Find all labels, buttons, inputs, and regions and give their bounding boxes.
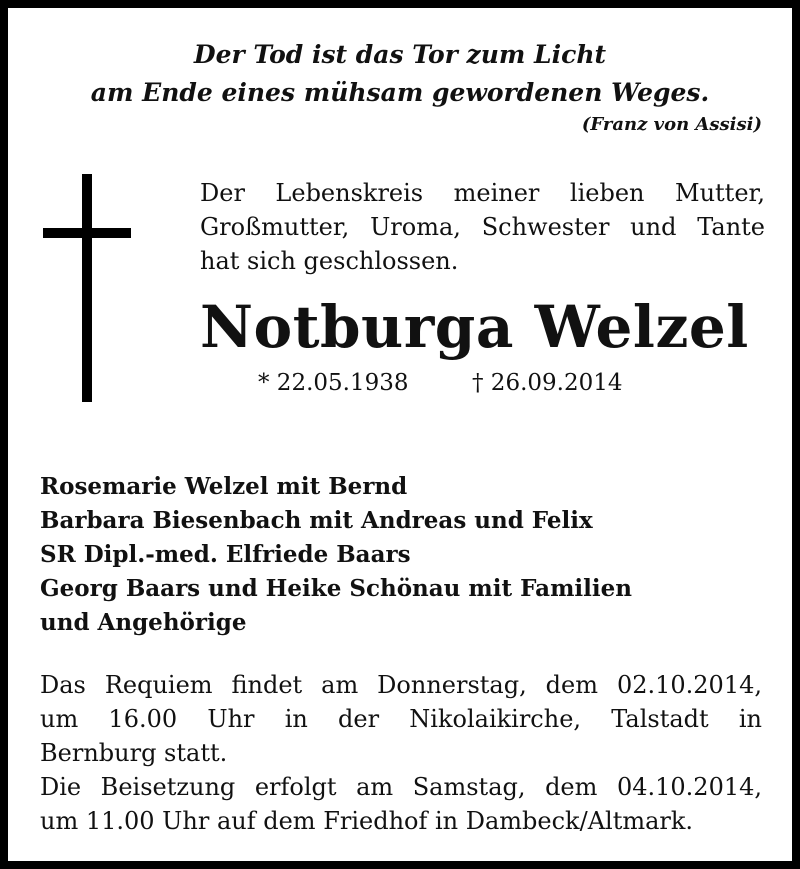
intro-line: Großmutter, Uroma, Schwester und Tante — [200, 213, 765, 241]
mourner-line: SR Dipl.-med. Elfriede Baars — [40, 541, 411, 568]
cross-horizontal-bar — [43, 228, 131, 238]
service-info-line: um 16.00 Uhr in der Nikolaikirche, Talstadt in — [40, 705, 762, 733]
mourner-line: Barbara Biesenbach mit Andreas und Felix — [40, 507, 593, 534]
deceased-name: Notburga Welzel — [200, 293, 749, 361]
service-info-line: um 11.00 Uhr auf dem Friedhof in Dambeck/Altmark. — [40, 807, 694, 835]
service-info-line: Die Beisetzung erfolgt am Samstag, dem 04.10.2014, — [40, 773, 762, 801]
intro-line: hat sich geschlossen. — [200, 247, 459, 275]
intro-line: Der Lebenskreis meiner lieben Mutter, — [200, 179, 765, 207]
service-info-line: Bernburg statt. — [40, 739, 228, 767]
quote-line-2: am Ende eines mühsam gewordenen Weges. — [90, 78, 710, 107]
mourner-line: und Angehörige — [40, 609, 247, 636]
birth-date: * 22.05.1938 — [258, 370, 409, 396]
quote-line-1: Der Tod ist das Tor zum Licht — [193, 40, 607, 69]
mourner-line: Rosemarie Welzel mit Bernd — [40, 473, 408, 500]
mourner-line: Georg Baars und Heike Schönau mit Familien — [40, 575, 632, 602]
service-info-line: Das Requiem findet am Donnerstag, dem 02.10.2014, — [40, 671, 762, 699]
cross-vertical-bar — [82, 174, 92, 402]
quote-author: (Franz von Assisi) — [581, 114, 762, 135]
death-date: † 26.09.2014 — [472, 370, 623, 396]
